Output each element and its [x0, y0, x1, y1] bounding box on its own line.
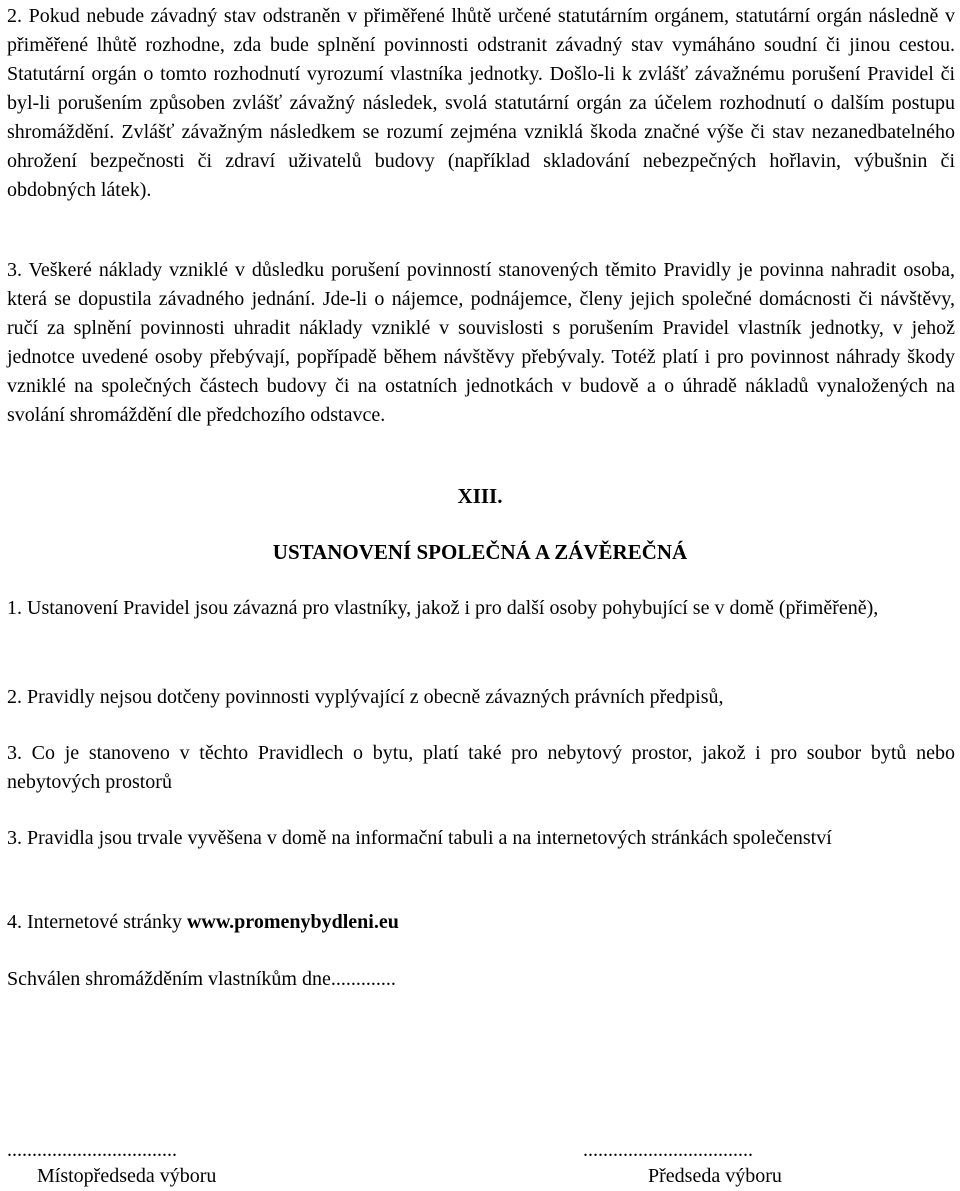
- right-signature-label: Předseda výboru: [648, 1165, 782, 1187]
- left-signature-line: ..................................: [7, 1139, 177, 1161]
- final-item-3b: 3. Pravidla jsou trvale vyvěšena v domě na informační tabuli a na internetových stránkách společenství: [7, 827, 832, 849]
- final-item-2: 2. Pravidly nejsou dotčeny povinnosti vyplývající z obecně závazných právních předpisů,: [7, 686, 724, 708]
- final-item-3a: 3. Co je stanoveno v těchto Pravidlech o bytu, platí také pro nebytový prostor, jakož i pro soubor bytů nebo nebytových prostorů: [7, 742, 955, 793]
- paragraph-3: 3. Veškeré náklady vzniklé v důsledku porušení povinností stanovených těmito Pravidly je povinna nahradit osoba, která se dopustila závadného jednání. Jde-li o nájemce, podnájemce, členy jejich společné domácnosti či návštěvy, ručí za splnění povinnosti uhradit náklady vzniklé v souvislosti s porušením Pravidel vlastník jednotky, v jehož jednotce uvedené osoby přebývají, popřípadě během návštěvy přebývaly. Totéž platí i pro povinnost náhrady škody vzniklé na společných částech budovy či na ostatních jednotkách v budově a o úhradě nákladů vynaložených na svolání shromáždění dle předchozího odstavce.: [7, 259, 955, 426]
- right-signature-line: ..................................: [583, 1139, 753, 1161]
- final-item-4: [7, 908, 955, 937]
- final-item-4-prefix: 4. Internetové stránky: [7, 911, 187, 933]
- final-item-1: 1. Ustanovení Pravidel jsou závazná pro vlastníky, jakož i pro další osoby pohybující se v domě (přiměřeně),: [7, 597, 879, 619]
- website-link[interactable]: www.promenybydleni.eu: [186, 911, 399, 933]
- left-signature-label: Místopředseda výboru: [37, 1165, 217, 1187]
- paragraph-2: 2. Pokud nebude závadný stav odstraněn v přiměřené lhůtě určené statutárním orgánem, statutární orgán následně v přiměřené lhůtě rozhodne, zda bude splnění povinnosti odstranit závadný stav vymáháno soudní či jinou cestou. Statutární orgán o tomto rozhodnutí vyrozumí vlastníka jednotky. Došlo-li k zvlášť závažnému porušení Pravidel či byl-li porušením způsoben zvlášť závažný následek, svolá statutární orgán za účelem rozhodnutí o dalším postupu shromáždění. Zvlášť závažným následkem se rozumí zejména vzniklá škoda značné výše či stav nezanedbatelného ohrožení bezpečnosti či zdraví uživatelů budovy (například skladování nebezpečných hořlavin, výbušnin či obdobných látek).: [7, 5, 955, 201]
- section-number: XIII.: [457, 484, 503, 508]
- section-title: USTANOVENÍ SPOLEČNÁ A ZÁVĚREČNÁ: [272, 540, 688, 564]
- approval-line: Schválen shromážděním vlastníkům dne.............: [7, 968, 396, 990]
